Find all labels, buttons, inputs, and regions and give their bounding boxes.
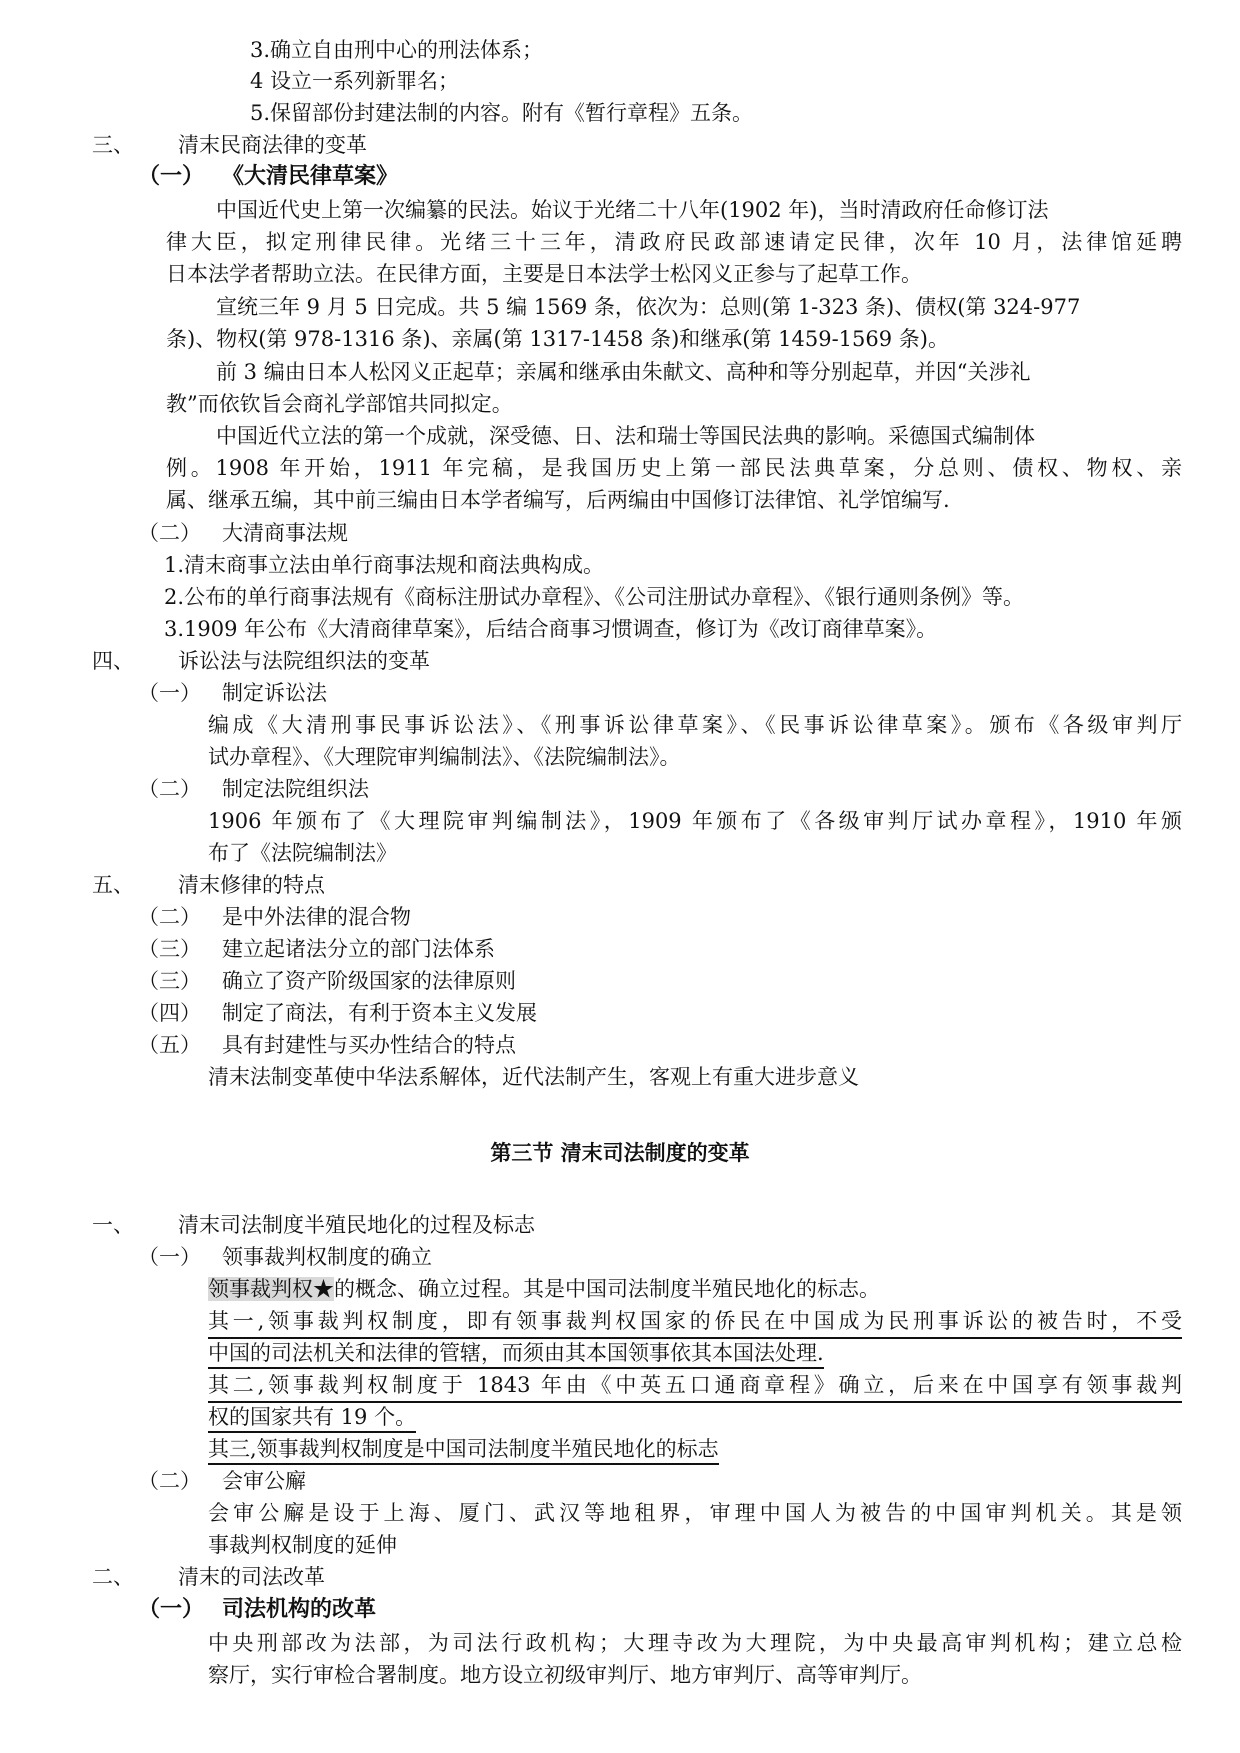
item-5: 5.保留部份封建法制的内容。附有《暂行章程》五条。 (250, 101, 754, 125)
subheading-number: （二） (138, 521, 201, 545)
heading-5-text: 清末修律的特点 (178, 873, 325, 897)
heading-4-number: 四、 (92, 649, 134, 673)
subheading-number: （一） (138, 681, 201, 705)
underlined-line-wrapper (208, 1434, 719, 1465)
paragraph-line: 中央刑部改为法部，为司法行政机构；大理寺改为大理院，为中央最高审判机构；建立总检 (208, 1631, 1182, 1655)
subheading-court-org: 制定法院组织法 (222, 777, 369, 801)
subheading-commercial: 大清商事法规 (222, 521, 348, 545)
paragraph-line: 中国近代立法的第一个成就，深受德、日、法和瑞士等国民法典的影响。采德国式编制体 (216, 424, 1035, 448)
list-item: 2.公布的单行商事法规有《商标注册试办章程》、《公司注册试办章程》、《银行通则条例》等。 (164, 585, 1025, 609)
paragraph-line: 前 3 编由日本人松冈义正起草；亲属和继承由朱献文、高种和等分别起草，并因“关涉礼 (216, 360, 1031, 384)
subheading-number: （二） (138, 1469, 201, 1493)
heading-4-text: 诉讼法与法院组织法的变革 (178, 649, 430, 673)
underlined-line: 中国的司法机关和法律的管辖，而须由其本国领事依其本国法处理. (208, 1340, 824, 1369)
paragraph-line: 事裁判权制度的延伸 (208, 1533, 397, 1557)
paragraph-line: 试办章程》、《大理院审判编制法》、《法院编制法》。 (208, 745, 681, 769)
underlined-line: 其二,领事裁判权制度于 1843 年由《中英五口通商章程》确立，后来在中国享有领事裁判 (208, 1370, 1182, 1403)
heading-1-text: 清末司法制度半殖民地化的过程及标志 (178, 1213, 535, 1237)
heading-2-number: 二、 (92, 1565, 134, 1589)
paragraph-line: 律大臣，拟定刑律民律。光绪三十三年，清政府民政部速请定民律，次年 10 月，法律馆延聘 (166, 230, 1182, 254)
feature-number: （三） (138, 969, 201, 993)
subheading-consular: 领事裁判权制度的确立 (222, 1245, 432, 1269)
paragraph-line: 日本法学者帮助立法。在民律方面，主要是日本法学士松冈义正参与了起草工作。 (166, 262, 922, 286)
item-3: 3.确立自由刑中心的刑法体系； (250, 38, 544, 62)
paragraph-line: 1906 年颁布了《大理院审判编制法》，1909 年颁布了《各级审判厅试办章程》，1910 年颁 (208, 809, 1182, 833)
highlight-continuation: 的概念、确立过程。其是中国司法制度半殖民地化的标志。 (334, 1277, 880, 1301)
feature-text: 具有封建性与买办性结合的特点 (222, 1033, 516, 1057)
underlined-line-wrapper (208, 1338, 824, 1369)
paragraph-line: 会审公廨是设于上海、厦门、武汉等地租界，审理中国人为被告的中国审判机关。其是领 (208, 1501, 1182, 1525)
subheading-number: （一） (138, 163, 205, 189)
feature-text: 制定了商法，有利于资本主义发展 (222, 1001, 537, 1025)
subheading-judicial-reform: 司法机构的改革 (222, 1596, 377, 1622)
paragraph-line: 察厅，实行审检合署制度。地方设立初级审判厅、地方审判厅、高等审判厅。 (208, 1663, 922, 1687)
underlined-line: 其三,领事裁判权制度是中国司法制度半殖民地化的标志 (208, 1436, 719, 1465)
section-title: 第三节 清末司法制度的变革 (490, 1140, 750, 1165)
item-4: 4 设立一系列新罪名； (250, 69, 460, 93)
feature-number: （四） (138, 1001, 201, 1025)
paragraph-line: 清末法制变革使中华法系解体，近代法制产生，客观上有重大进步意义 (208, 1065, 859, 1089)
paragraph-line: 教”而依钦旨会商礼学部馆共同拟定。 (166, 392, 513, 416)
list-item: 1.清末商事立法由单行商事法规和商法典构成。 (164, 553, 605, 577)
feature-number: （二） (138, 905, 201, 929)
paragraph-line: 布了《法院编制法》 (208, 841, 397, 865)
paragraph-line: 编成《大清刑事民事诉讼法》、《刑事诉讼律草案》、《民事诉讼律草案》。颁布《各级审判厅 (208, 713, 1182, 737)
underlined-line: 其一,领事裁判权制度，即有领事裁判权国家的侨民在中国成为民刑事诉讼的被告时，不受 (208, 1306, 1182, 1339)
subheading-civil-code: 《大清民律草案》 (222, 163, 399, 189)
subheading-mixed-court: 会审公廨 (222, 1469, 306, 1493)
heading-5-number: 五、 (92, 873, 134, 897)
paragraph-line: 属、继承五编，其中前三编由日本学者编写，后两编由中国修订法律馆、礼学馆编写. (166, 488, 950, 512)
paragraph-line: 条)、物权(第 978-1316 条)、亲属(第 1317-1458 条)和继承(第 1459-1569 条)。 (166, 327, 949, 351)
list-item: 3.1909 年公布《大清商律草案》，后结合商事习惯调查，修订为《改订商律草案》。 (164, 617, 938, 641)
subheading-number: （二） (138, 777, 201, 801)
paragraph-line: 中国近代史上第一次编纂的民法。始议于光绪二十八年(1902 年)，当时清政府任命修订法 (216, 198, 1049, 222)
paragraph-line: 宣统三年 9 月 5 日完成。共 5 编 1569 条，依次为：总则(第 1-323 条)、债权(第 324-977 (216, 295, 1081, 319)
underlined-line: 权的国家共有 19 个。 (208, 1404, 416, 1433)
heading-3-text: 清末民商法律的变革 (178, 133, 367, 157)
feature-text: 确立了资产阶级国家的法律原则 (222, 969, 516, 993)
paragraph-line: 例。1908 年开始，1911 年完稿，是我国历史上第一部民法典草案，分总则、债权、物权、亲 (166, 456, 1182, 480)
feature-text: 建立起诸法分立的部门法体系 (222, 937, 495, 961)
heading-3-number: 三、 (92, 133, 134, 157)
heading-2-text: 清末的司法改革 (178, 1565, 325, 1589)
feature-number: （五） (138, 1033, 201, 1057)
subheading-number: （一） (138, 1596, 205, 1622)
feature-text: 是中外法律的混合物 (222, 905, 411, 929)
paragraph-line (208, 1274, 880, 1304)
highlighted-term: 领事裁判权★ (208, 1277, 334, 1301)
subheading-number: （一） (138, 1245, 201, 1269)
underlined-line-wrapper (208, 1402, 416, 1433)
feature-number: （三） (138, 937, 201, 961)
subheading-procedure: 制定诉讼法 (222, 681, 327, 705)
heading-1-number: 一、 (92, 1213, 134, 1237)
